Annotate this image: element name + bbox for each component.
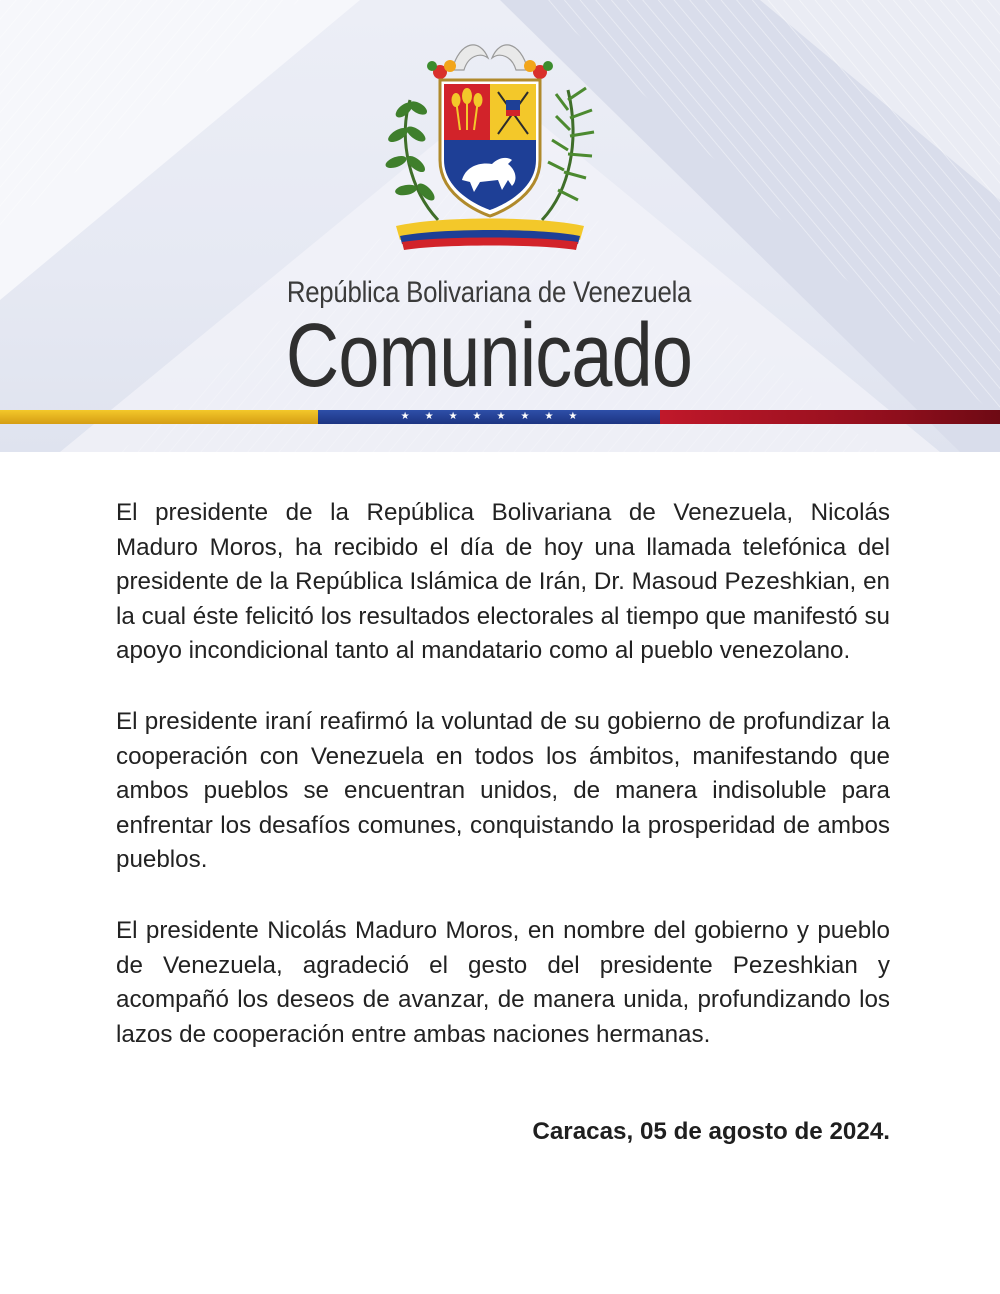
flag-yellow-band: [0, 410, 318, 424]
flag-red-band: [660, 410, 1000, 424]
star-icon: ★: [472, 411, 482, 422]
place-and-date: Caracas, 05 de agosto de 2024.: [532, 1118, 890, 1145]
flag-blue-band: [318, 410, 660, 424]
star-icon: ★: [496, 411, 506, 422]
star-icon: ★: [568, 411, 578, 422]
star-icon: ★: [544, 411, 554, 422]
page-title: Comunicado: [285, 306, 693, 406]
header-banner: [0, 0, 1000, 452]
flag-stars: [318, 410, 660, 424]
star-icon: ★: [400, 411, 410, 422]
coat-of-arms-venezuela-icon: [380, 30, 600, 262]
star-icon: ★: [424, 411, 434, 422]
flag-stripe: [0, 410, 1000, 424]
paragraph-2: El presidente iraní reafirmó la voluntad de su gobierno de profundizar la cooperación con Venezuela en todos los ámbitos, manifestando que ambos pueblos se encuentran unidos, de manera indisoluble para enfrentar los desafíos comunes, conquistando la prosperidad de ambos pueblos.: [116, 707, 890, 874]
country-name: República Bolivariana de Venezuela: [286, 276, 692, 309]
star-icon: ★: [448, 411, 458, 422]
paragraph-1: El presidente de la República Bolivariana de Venezuela, Nicolás Maduro Moros, ha recibido el día de hoy una llamada telefónica del presidente de la República Islámica de Irán, Dr. Masoud Pezeshkian, en la cual éste felicitó los resultados electorales al tiempo que manifestó su apoyo incondicional tanto al mandatario como al pueblo venezolano.: [116, 499, 890, 665]
star-icon: ★: [520, 411, 530, 422]
statement-body: [116, 496, 890, 1052]
paragraph-3: El presidente Nicolás Maduro Moros, en nombre del gobierno y pueblo de Venezuela, agradeció el gesto del presidente Pezeshkian y acompañó los deseos de avanzar, de manera unida, profundizando los lazos de cooperación entre ambas naciones hermanas.: [116, 916, 890, 1048]
